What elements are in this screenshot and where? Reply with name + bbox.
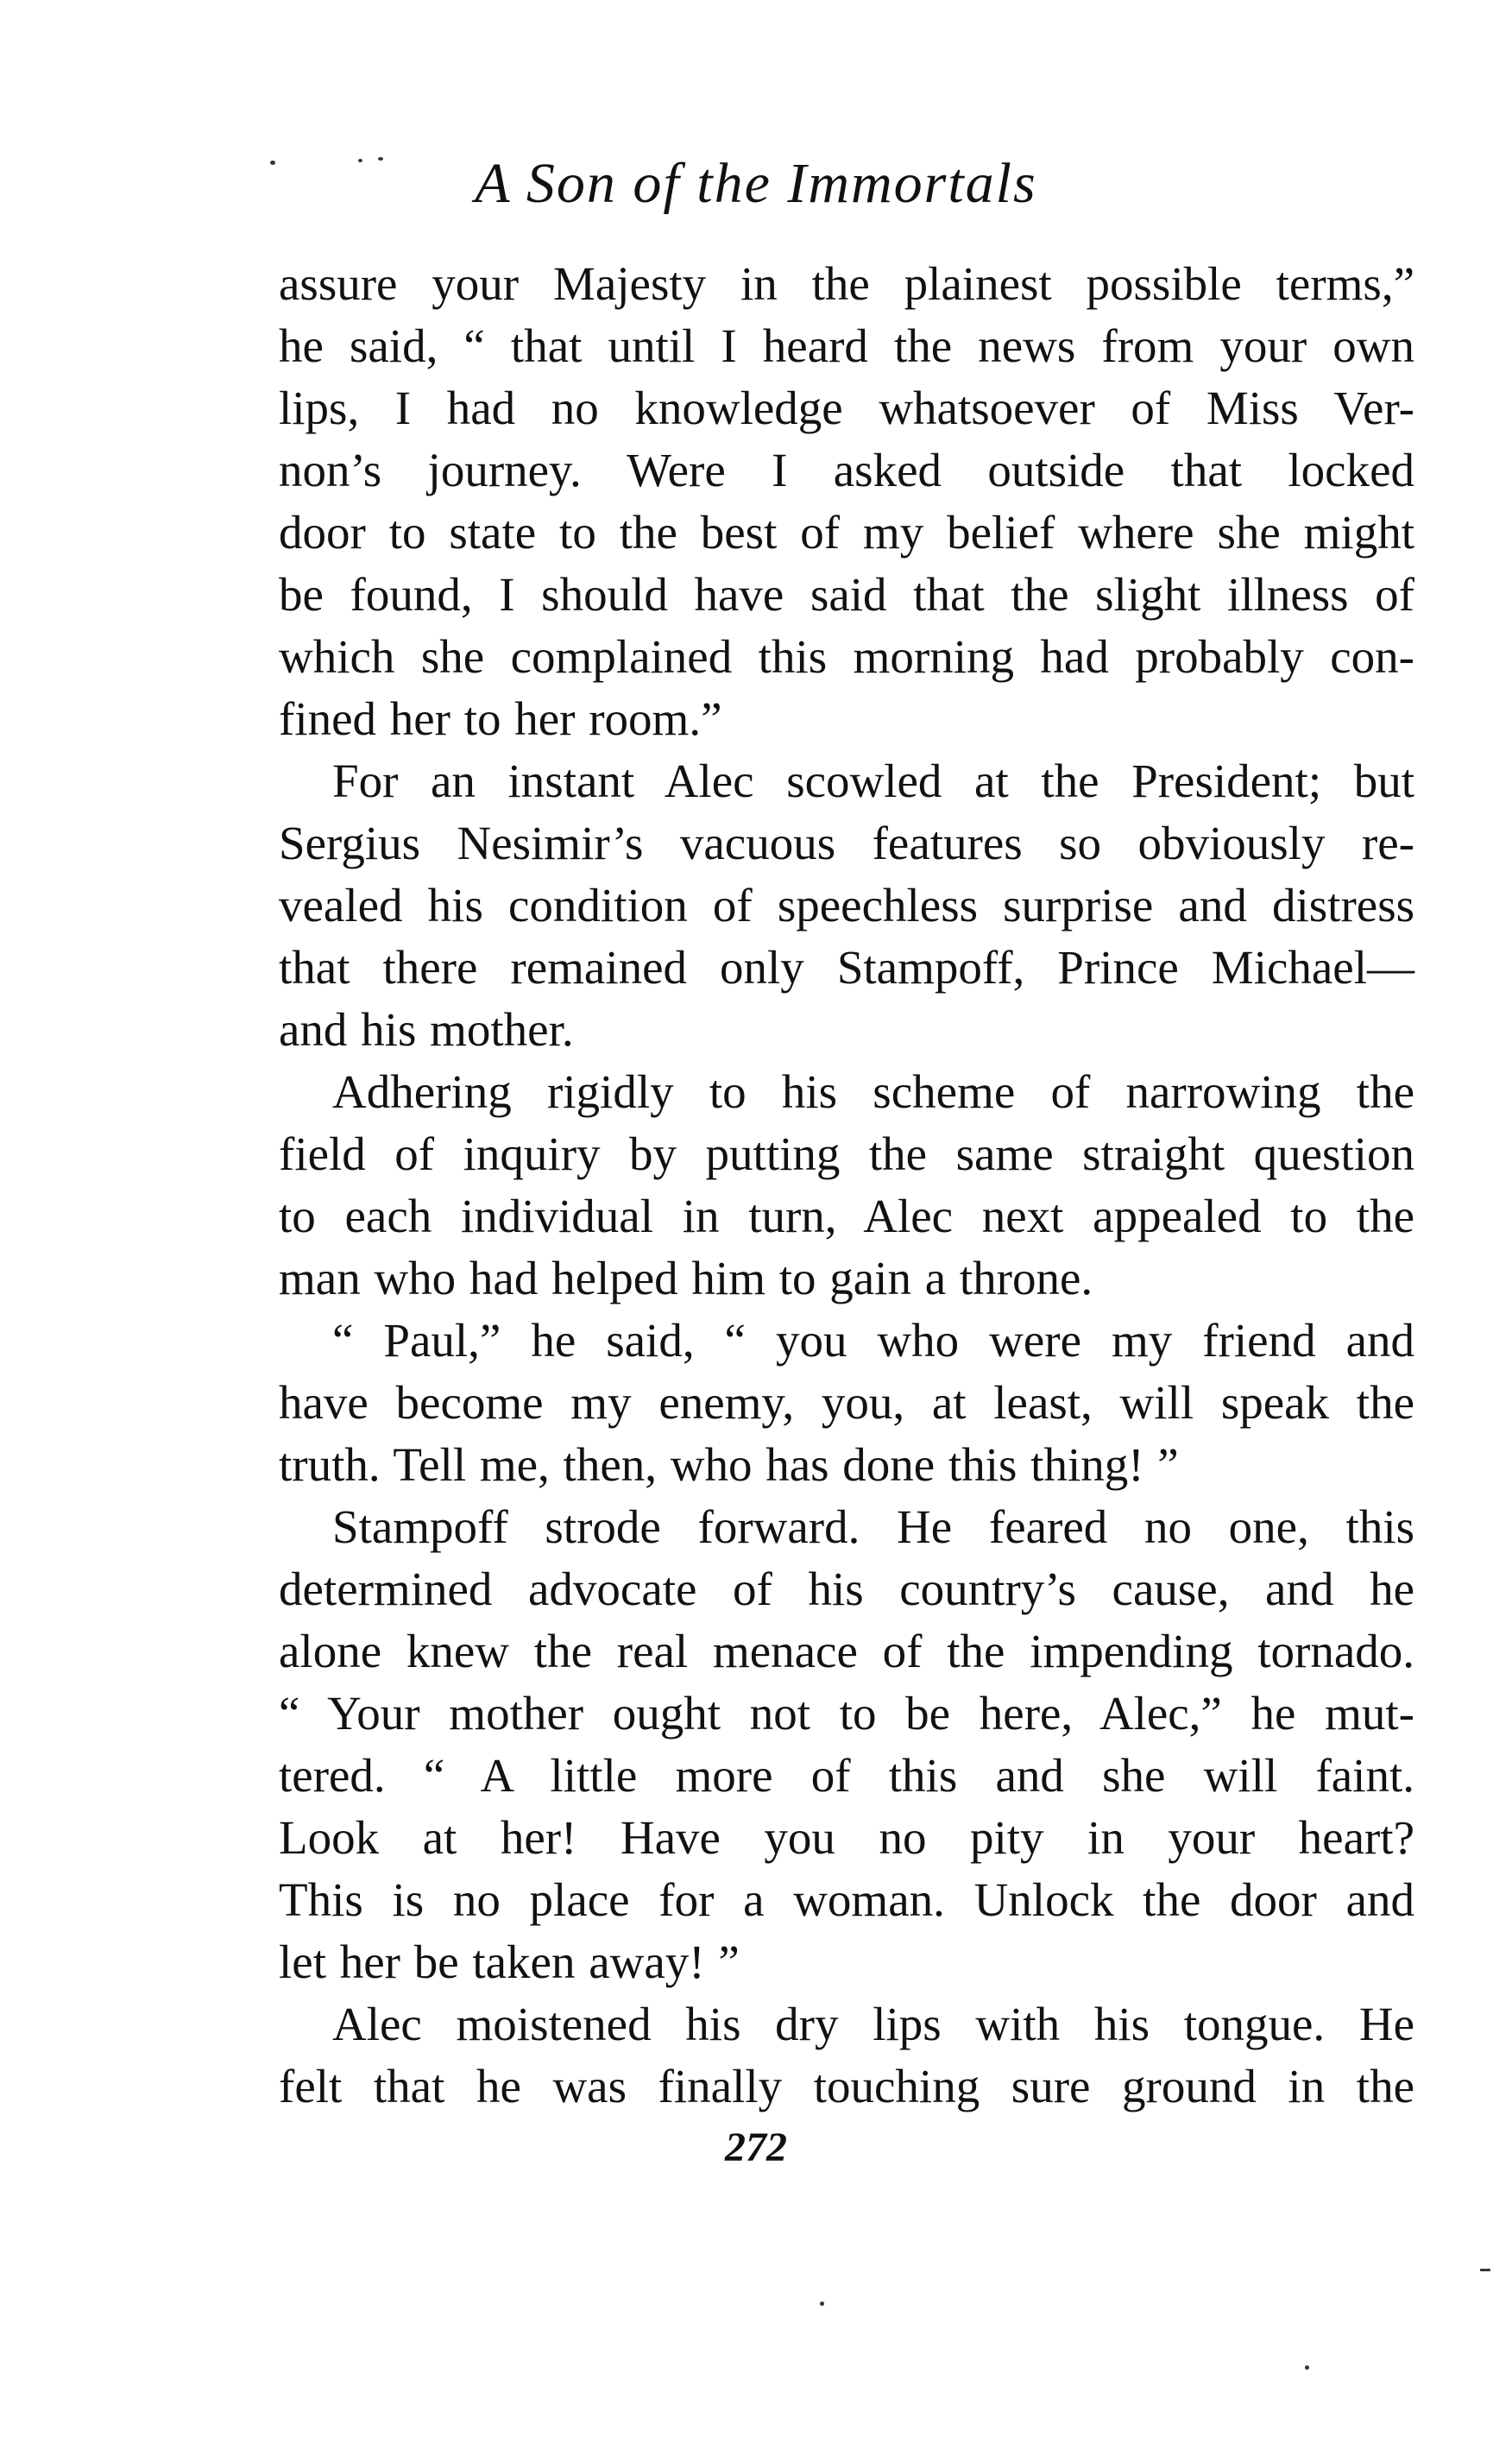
scan-speck bbox=[1305, 2365, 1309, 2370]
text-line: he said, “ that until I heard the news from your own bbox=[279, 319, 1414, 372]
text-line: field of inquiry by putting the same straight question bbox=[279, 1127, 1414, 1180]
text-line: tered. “ A little more of this and she will faint. bbox=[279, 1749, 1414, 1802]
text-line: lips, I had no knowledge whatsoever of Miss Ver- bbox=[279, 382, 1414, 434]
text-line: Adhering rigidly to his scheme of narrowing the bbox=[332, 1065, 1414, 1118]
paragraph bbox=[279, 1496, 1414, 1993]
text-line: let her be taken away! ” bbox=[279, 1935, 740, 1988]
text-line: to each individual in turn, Alec next appealed to the bbox=[279, 1190, 1414, 1242]
text-line: determined advocate of his country’s cause, and he bbox=[279, 1563, 1414, 1615]
text-line: felt that he was finally touching sure ground in the bbox=[279, 2060, 1414, 2112]
text-line: be found, I should have said that the slight illness of bbox=[279, 568, 1414, 621]
body-text bbox=[279, 253, 1414, 2118]
text-line: Look at her! Have you no pity in your heart? bbox=[279, 1811, 1414, 1864]
text-line: door to state to the best of my belief where she might bbox=[279, 506, 1414, 559]
paragraph bbox=[279, 750, 1414, 1061]
text-line: “ Paul,” he said, “ you who were my friend and bbox=[332, 1314, 1414, 1367]
text-line: and his mother. bbox=[279, 1003, 574, 1056]
text-line: This is no place for a woman. Unlock the door and bbox=[279, 1873, 1414, 1926]
text-line: For an instant Alec scowled at the President; but bbox=[332, 755, 1414, 807]
text-line: “ Your mother ought not to be here, Alec,” he mut- bbox=[279, 1687, 1414, 1740]
text-line: Stampoff strode forward. He feared no one, this bbox=[332, 1500, 1414, 1553]
text-line: vealed his condition of speechless surprise and distress bbox=[279, 879, 1414, 931]
text-line: non’s journey. Were I asked outside that locked bbox=[279, 444, 1414, 496]
text-line: Alec moistened his dry lips with his tongue. He bbox=[332, 1998, 1414, 2050]
scan-speck bbox=[378, 157, 383, 161]
text-line: truth. Tell me, then, who has done this thing! ” bbox=[279, 1438, 1179, 1491]
scan-speck bbox=[1480, 2269, 1490, 2271]
scan-speck bbox=[358, 159, 362, 162]
text-line: Sergius Nesimir’s vacuous features so obviously re- bbox=[279, 817, 1414, 869]
text-line: fined her to her room.” bbox=[279, 692, 722, 745]
scan-speck bbox=[270, 161, 275, 165]
text-line: have become my enemy, you, at least, will speak the bbox=[279, 1376, 1414, 1429]
text-line: alone knew the real menace of the impending tornado. bbox=[279, 1625, 1414, 1677]
paragraph bbox=[279, 1993, 1414, 2118]
text-line: man who had helped him to gain a throne. bbox=[279, 1252, 1093, 1304]
paragraph bbox=[279, 1310, 1414, 1496]
page-number: 272 bbox=[725, 2125, 787, 2170]
paragraph bbox=[279, 1061, 1414, 1310]
paragraph bbox=[279, 253, 1414, 750]
text-line: which she complained this morning had probably con- bbox=[279, 630, 1414, 683]
text-line: assure your Majesty in the plainest possible terms,” bbox=[279, 257, 1414, 310]
running-head: A Son of the Immortals bbox=[475, 152, 1037, 215]
text-line: that there remained only Stampoff, Prince Michael— bbox=[279, 941, 1414, 994]
scan-speck bbox=[820, 2302, 824, 2306]
